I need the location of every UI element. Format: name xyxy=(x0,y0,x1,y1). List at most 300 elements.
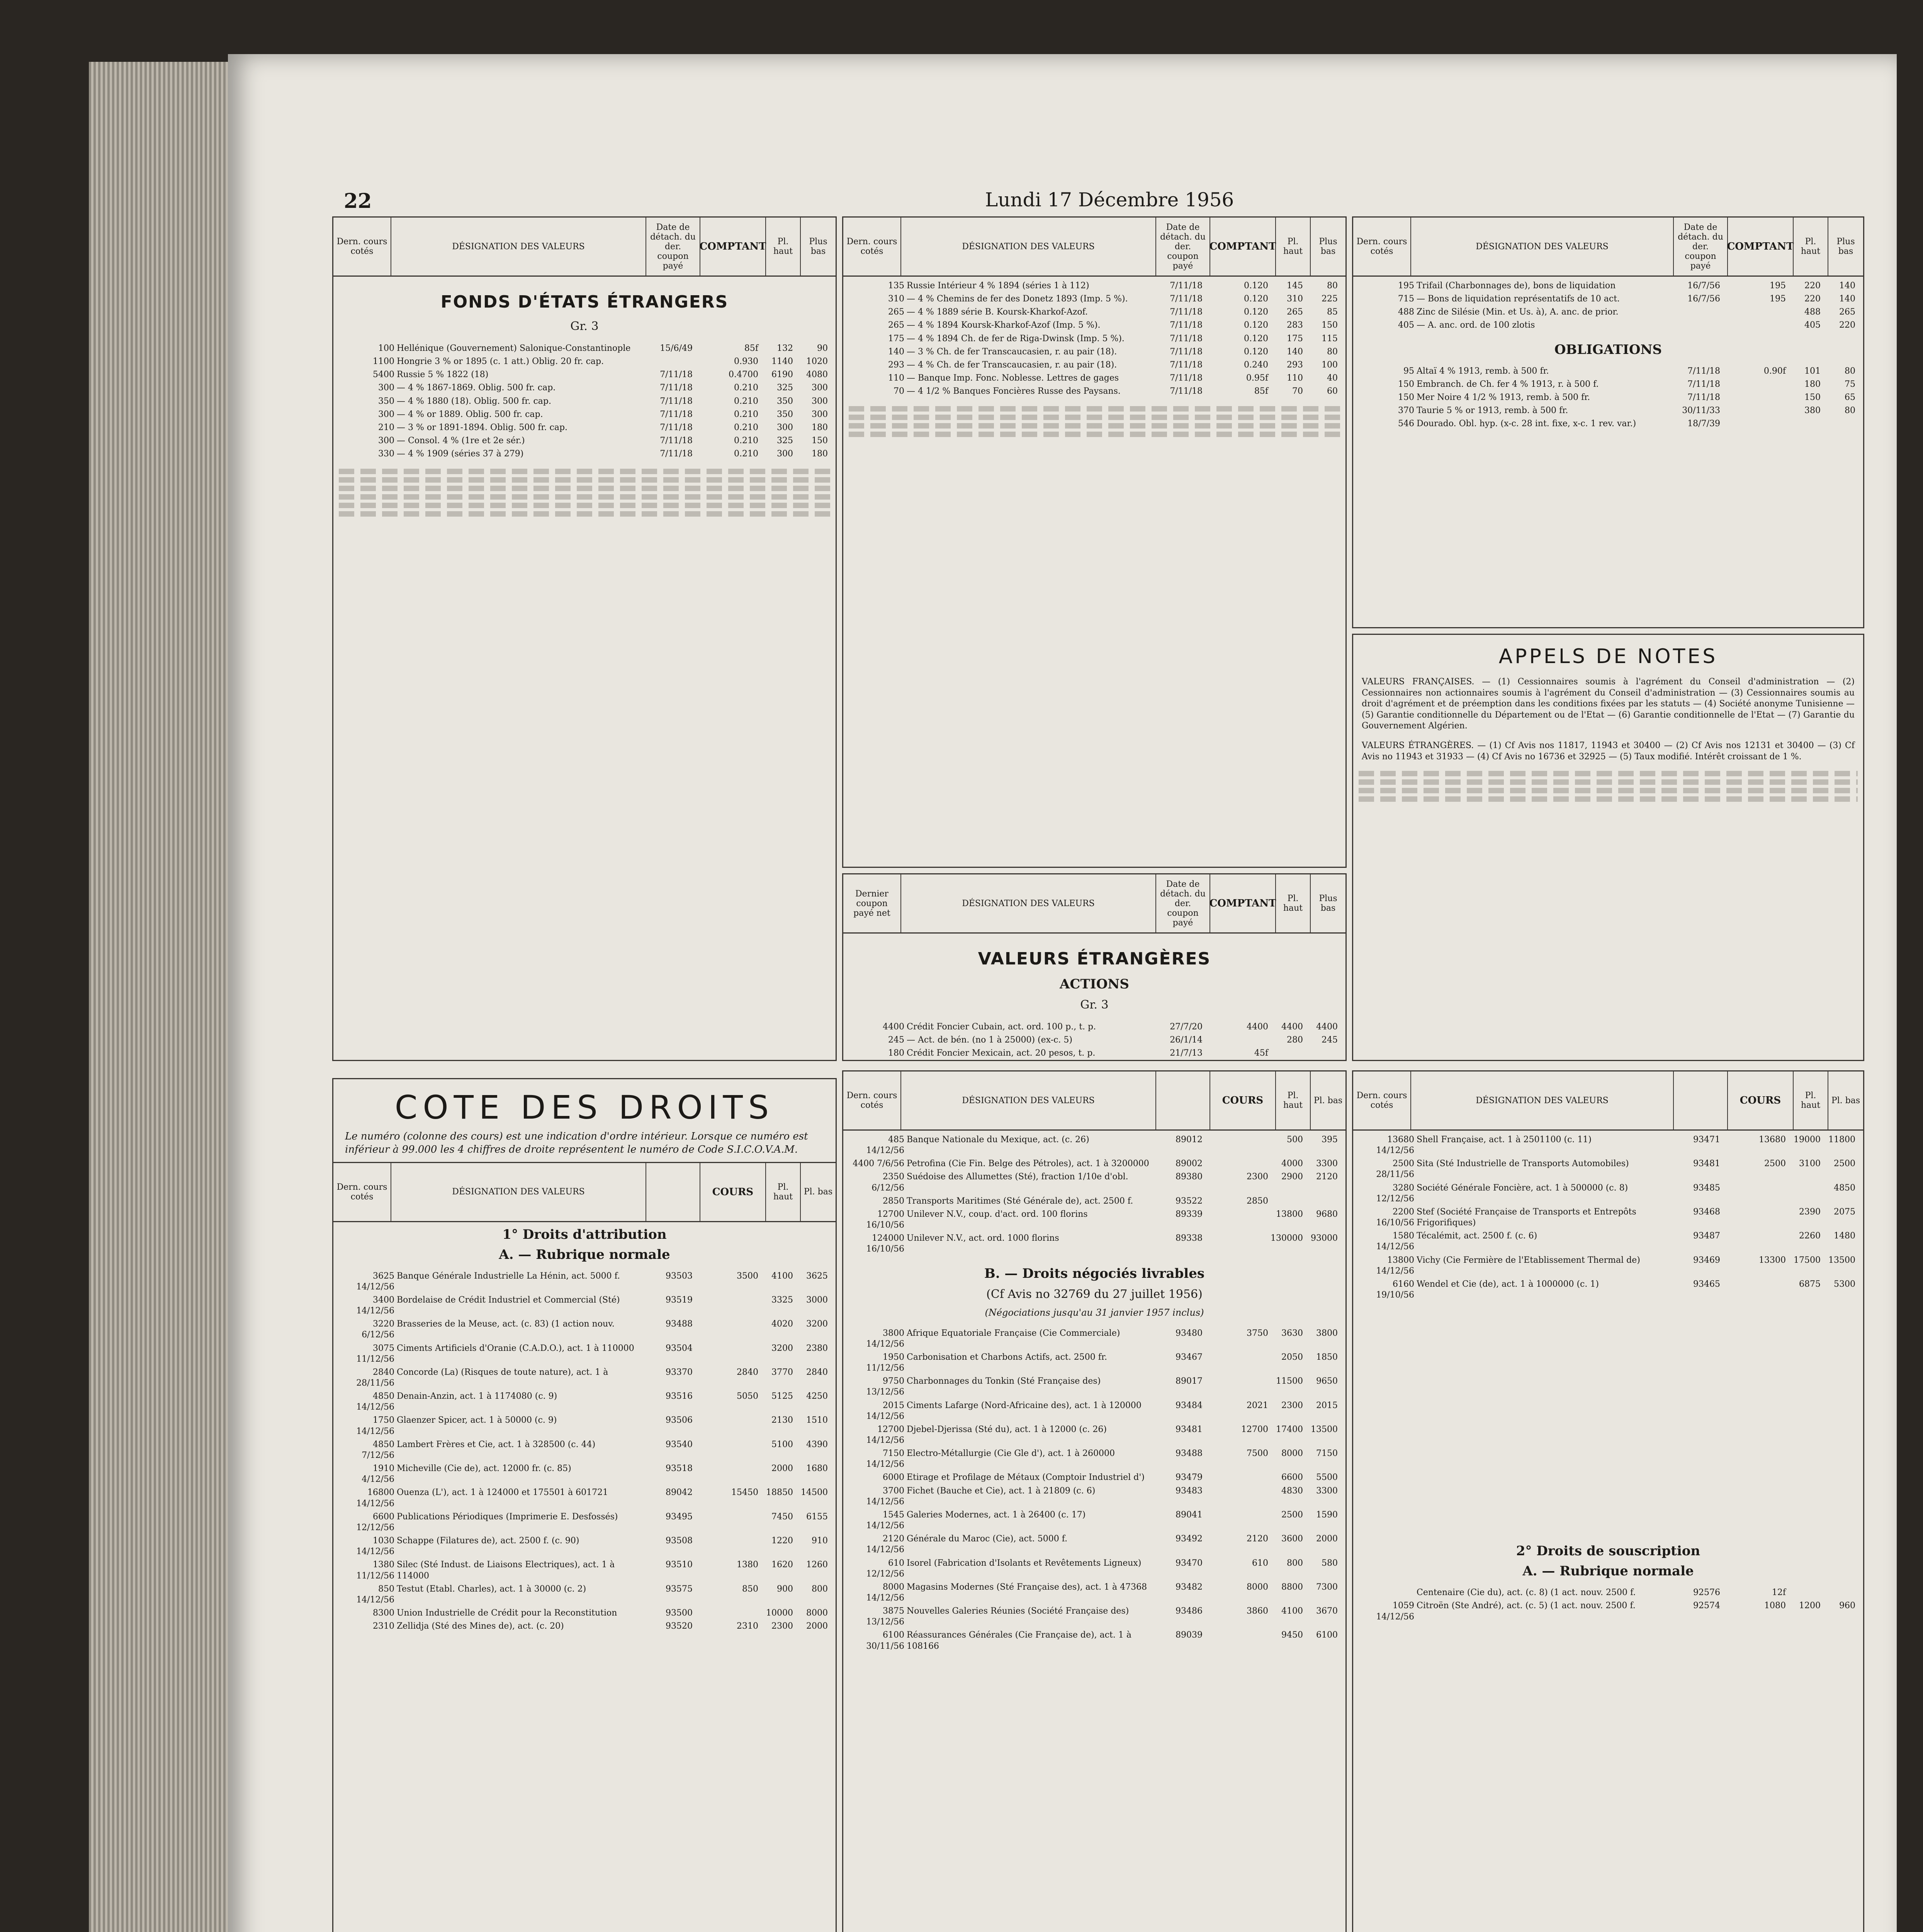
cell-haut: 900 xyxy=(777,1584,793,1594)
cell-bas: 7150 xyxy=(1316,1449,1338,1459)
group-label: Gr. 3 xyxy=(570,320,599,333)
table-row xyxy=(339,1439,830,1461)
cell-code: 93479 xyxy=(1176,1473,1203,1483)
cell-date: 7/11/18 xyxy=(660,396,693,406)
cell-code: 93519 xyxy=(666,1295,693,1305)
cell-bas: 2000 xyxy=(1316,1534,1338,1544)
droits-rows xyxy=(333,1267,836,1638)
obligations-list xyxy=(1353,362,1863,436)
cell-bas: 800 xyxy=(812,1584,828,1594)
cell-code: 89338 xyxy=(1176,1233,1203,1243)
obligations-rows xyxy=(1353,277,1863,337)
cell-haut: 10000 xyxy=(766,1608,793,1618)
cell-cours xyxy=(1723,1279,1788,1301)
cell-coupon: 180 xyxy=(888,1048,904,1058)
cell-code: 93516 xyxy=(666,1391,693,1401)
table-row xyxy=(849,1134,1340,1156)
cell-designation: Mer Noire 4 1/2 % 1913, remb. à 500 fr. xyxy=(1417,392,1590,402)
cell-cours xyxy=(695,1319,761,1340)
cell-code: 93480 xyxy=(1176,1328,1203,1338)
cell-code: 93506 xyxy=(666,1415,693,1425)
cell-date xyxy=(1668,320,1723,331)
cell-cote: 2120 14/12/56 xyxy=(866,1534,904,1555)
cell-code: 89039 xyxy=(1176,1630,1203,1640)
cell-comptant: 0.210 xyxy=(734,409,758,419)
cell-code: 89041 xyxy=(1176,1510,1203,1520)
cell-cote: 1100 xyxy=(373,357,394,367)
cell-coupon: 4400 xyxy=(883,1022,904,1032)
section-2-title: 2° Droits de souscription xyxy=(1516,1543,1700,1559)
cell-cote: 9750 13/12/56 xyxy=(866,1376,904,1397)
cell-comptant: 4400 xyxy=(1247,1022,1268,1032)
cell-cours xyxy=(1205,1510,1271,1531)
table-row xyxy=(1359,1255,1858,1277)
cell-bas: 1020 xyxy=(806,357,828,367)
cell-cours: 1380 xyxy=(737,1560,758,1570)
cell-haut: 6875 xyxy=(1799,1279,1821,1289)
cell-cote: 488 xyxy=(1398,307,1414,317)
cell-bas: 13500 xyxy=(1311,1424,1338,1434)
column-header: Dern. cours cotés DÉSIGNATION DES VALEURS COURS Pl. haut Pl. bas xyxy=(333,1162,836,1222)
cell-haut: 150 xyxy=(1804,392,1821,402)
cell-bas: 11800 xyxy=(1828,1135,1855,1145)
cell-haut: 18850 xyxy=(766,1488,793,1498)
cell-code: 93471 xyxy=(1693,1135,1720,1145)
cell-bas: 115 xyxy=(1322,333,1338,344)
cell-cote: 12700 16/10/56 xyxy=(866,1209,904,1230)
table-row xyxy=(339,1391,830,1413)
cell-bas: 1480 xyxy=(1834,1231,1855,1241)
cell-cours xyxy=(695,1608,761,1619)
table-row xyxy=(849,1328,1340,1350)
table-row xyxy=(849,1158,1340,1169)
cell-date: 21/7/13 xyxy=(1170,1048,1203,1058)
table-row xyxy=(339,1608,830,1619)
cell-cours xyxy=(695,1295,761,1316)
cell-date: 7/11/18 xyxy=(1687,379,1720,389)
cell-cote: 3875 13/12/56 xyxy=(866,1606,904,1627)
table-row xyxy=(849,1196,1340,1207)
cell-cours xyxy=(695,1512,761,1533)
cell-code: 93504 xyxy=(666,1343,693,1353)
cell-cours xyxy=(1205,1233,1271,1255)
cell-cote: 310 xyxy=(888,294,904,304)
section-1-title: 1° Droits d'attribution xyxy=(502,1226,667,1242)
cell-designation: — Bons de liquidation représentatifs de 10 act. xyxy=(1417,294,1620,304)
cell-designation: Galeries Modernes, act. 1 à 26400 (c. 17) xyxy=(907,1510,1086,1520)
table-row xyxy=(339,422,830,433)
cell-date: 7/11/18 xyxy=(1170,294,1203,304)
table-row xyxy=(1359,418,1858,429)
cell-cours: 850 xyxy=(742,1584,758,1594)
cell-designation: Trifail (Charbonnages de), bons de liquidation xyxy=(1417,281,1616,291)
cell-designation: Denain-Anzin, act. 1 à 1174080 (c. 9) xyxy=(397,1391,557,1401)
cell-cote: 3075 11/12/56 xyxy=(356,1343,394,1364)
cell-date: 27/7/20 xyxy=(1170,1022,1203,1032)
table-row xyxy=(339,1536,830,1557)
cell-cote: 140 xyxy=(888,347,904,357)
notes-valeurs-etrangeres: VALEURS ÉTRANGÈRES. — (1) Cf Avis nos 11817, 11943 et 30400 — (2) Cf Avis nos 12131 et 30400 — (3) Cf Avis no 11943 et 31933 — (4) Cf Avis no 16736 et 32925 — (5) Taux modifié. Intérêt croissant de 1 %. xyxy=(1362,740,1855,762)
cell-cours: 2300 xyxy=(1247,1172,1268,1182)
cell-haut: 3325 xyxy=(771,1295,793,1305)
cell-haut: 3770 xyxy=(771,1367,793,1377)
cell-designation: — 4 % 1867-1869. Oblig. 500 fr. cap. xyxy=(397,383,556,393)
cell-designation: Ciments Lafarge (Nord-Africaine des), act. 1 à 120000 xyxy=(907,1400,1142,1410)
column-header: Dern. cours cotés DÉSIGNATION DES VALEURS COURS Pl. haut Pl. bas xyxy=(1353,1071,1863,1131)
table-row xyxy=(339,1271,830,1293)
cell-designation: — 4 % 1909 (séries 37 à 279) xyxy=(397,449,524,459)
cell-date: 7/11/18 xyxy=(1170,307,1203,317)
cell-designation: Electro-Métallurgie (Cie Gle d'), act. 1 à 260000 xyxy=(907,1449,1115,1459)
cell-comptant: 45f xyxy=(1254,1048,1268,1058)
fonds-etats-column xyxy=(332,216,837,1061)
cell-code: 93481 xyxy=(1693,1159,1720,1169)
cell-haut: 4400 xyxy=(1281,1022,1303,1032)
table-row xyxy=(849,360,1340,371)
cell-code: 93500 xyxy=(666,1608,693,1618)
cell-haut: 110 xyxy=(1287,373,1303,383)
table-row xyxy=(849,1424,1340,1446)
cell-cours: 2500 xyxy=(1764,1159,1786,1169)
cell-bas: 93000 xyxy=(1311,1233,1338,1243)
cell-code: 93470 xyxy=(1176,1558,1203,1568)
cell-code: 93518 xyxy=(666,1464,693,1474)
cell-haut: 280 xyxy=(1287,1035,1303,1045)
cell-code: 93465 xyxy=(1693,1279,1720,1289)
cell-haut: 17400 xyxy=(1276,1424,1303,1434)
table-row xyxy=(1359,1279,1858,1301)
cell-haut: 5100 xyxy=(771,1439,793,1449)
cell-designation: — 3 % or 1891-1894. Oblig. 500 fr. cap. xyxy=(397,422,568,432)
cell-bas: 2000 xyxy=(806,1621,828,1631)
table-row xyxy=(849,347,1340,357)
cell-cote: 6100 30/11/56 xyxy=(866,1630,904,1651)
cell-bas: 80 xyxy=(1327,281,1338,291)
cell-code: 93487 xyxy=(1693,1231,1720,1241)
cell-code: 93467 xyxy=(1176,1352,1203,1362)
cell-cote: 110 xyxy=(888,373,904,383)
cell-designation: Dourado. Obl. hyp. (x-c. 28 int. fixe, x-c. 1 rev. var.) xyxy=(1417,419,1636,429)
appels-title: APPELS DE NOTES xyxy=(1498,645,1718,668)
cell-cours: 2850 xyxy=(1247,1196,1268,1206)
table-row xyxy=(849,1376,1340,1398)
table-row xyxy=(849,1400,1340,1422)
cell-designation: Union Industrielle de Crédit pour la Reconstitution xyxy=(397,1608,617,1618)
cell-cote: 8300 xyxy=(373,1608,394,1618)
table-row xyxy=(339,343,830,354)
cell-bas: 960 xyxy=(1839,1601,1855,1611)
table-row xyxy=(339,1295,830,1316)
cell-cote: 4400 7/6/56 xyxy=(853,1159,904,1169)
cell-haut: 7450 xyxy=(771,1512,793,1522)
table-row xyxy=(1359,1600,1858,1622)
cell-haut: 6190 xyxy=(771,370,793,380)
cell-haut: 325 xyxy=(777,436,793,446)
cell-bas: 4080 xyxy=(806,370,828,380)
page-number: 22 xyxy=(344,189,372,213)
cell-haut: 1620 xyxy=(771,1560,793,1570)
section-title: FONDS D'ÉTATS ÉTRANGERS xyxy=(440,292,729,312)
appels-de-notes xyxy=(1352,634,1864,1061)
cell-designation: Hellénique (Gouvernement) Salonique-Constantinople xyxy=(397,344,631,353)
cell-date: 30/11/33 xyxy=(1682,406,1720,416)
cell-designation: Etirage et Profilage de Métaux (Comptoir Industriel d') xyxy=(907,1473,1145,1483)
cell-cote: 13800 14/12/56 xyxy=(1376,1255,1414,1276)
table-row xyxy=(849,1472,1340,1483)
table-row xyxy=(849,1035,1340,1046)
cell-designation: Centenaire (Cie du), act. (c. 8) (1 act. nouv. 2500 f. xyxy=(1417,1588,1636,1598)
cell-cours xyxy=(1205,1630,1271,1651)
cell-comptant xyxy=(1723,392,1788,403)
rubrique-title: A. — Rubrique normale xyxy=(1522,1563,1694,1579)
table-row xyxy=(339,1343,830,1365)
cell-comptant: 0.120 xyxy=(1244,320,1268,330)
cell-cote xyxy=(1359,1587,1417,1598)
cell-code: 93510 xyxy=(666,1560,693,1570)
cell-bas: 80 xyxy=(1327,347,1338,357)
cell-comptant: 0.240 xyxy=(1244,360,1268,370)
cell-cote: 124000 16/10/56 xyxy=(866,1233,904,1254)
group-label: Gr. 3 xyxy=(1080,998,1109,1012)
cell-cote: 300 xyxy=(378,409,394,419)
cell-cote: 150 xyxy=(1398,379,1414,389)
cell-code: 93486 xyxy=(1176,1606,1203,1616)
cell-haut: 8800 xyxy=(1281,1582,1303,1592)
table-row xyxy=(339,396,830,407)
cell-bas: 140 xyxy=(1839,294,1855,304)
cell-bas: 9680 xyxy=(1316,1209,1338,1219)
cell-designation: Glaenzer Spicer, act. 1 à 50000 (c. 9) xyxy=(397,1415,557,1425)
cell-date: 7/11/18 xyxy=(1170,373,1203,383)
column-header: Dernier coupon payé net DÉSIGNATION DES VALEURS Date de détach. du der. coupon payé COMPTANT Pl. haut Plus bas xyxy=(843,874,1345,934)
cell-haut: 17500 xyxy=(1794,1255,1821,1265)
cell-haut: 101 xyxy=(1804,366,1821,376)
cell-cote: 1545 14/12/56 xyxy=(866,1510,904,1531)
cell-bas: 90 xyxy=(817,344,828,353)
cell-cote: 485 14/12/56 xyxy=(866,1135,904,1156)
newspaper-page xyxy=(228,54,1897,1932)
droits-rows-a xyxy=(843,1131,1345,1261)
cell-code: 93575 xyxy=(666,1584,693,1594)
droits-rows-d xyxy=(1353,1583,1863,1628)
table-row xyxy=(849,281,1340,291)
cell-bas: 7300 xyxy=(1316,1582,1338,1592)
cell-bas: 3200 xyxy=(806,1319,828,1329)
cell-cote: 3400 14/12/56 xyxy=(356,1295,394,1316)
table-row xyxy=(1359,392,1858,403)
cell-comptant: 0.210 xyxy=(734,396,758,406)
notes-valeurs-francaises: VALEURS FRANÇAISES. — (1) Cessionnaires soumis à l'agrément du Conseil d'administration — (2) Cessionnaires non actionnaires soumis à l'agrément du Conseil d'administration — (3) Cessionnaires soumis au droit d'agrément et de préemption dans les conditions fixées par les statuts — (4) Société anonyme Tunisienne — (5) Garantie conditionnelle du Département ou de l'Etat — (6) Garantie conditionnelle de l'Etat — (7) Garantie du Gouvernement Algérien. xyxy=(1362,677,1855,731)
table-row xyxy=(339,1487,830,1509)
cote-des-droits-intro: Le numéro (colonne des cours) est une indication d'ordre intérieur. Lorsque ce numéro est inférieur à 99.000 les 4 chiffres de droite représentent le numéro de Code S.I.C.O.V.A.M. xyxy=(345,1131,808,1155)
cell-bas: 300 xyxy=(812,383,828,393)
cell-designation: Zellidja (Sté des Mines de), act. (c. 20) xyxy=(397,1621,564,1631)
cell-haut: 19000 xyxy=(1794,1135,1821,1145)
cell-cours: 1080 xyxy=(1764,1601,1786,1611)
cell-cote: 7150 14/12/56 xyxy=(866,1449,904,1469)
cell-haut: 3630 xyxy=(1281,1328,1303,1338)
cell-designation: — 4 % Ch. de fer Transcaucasien, r. au pair (18). xyxy=(907,360,1117,370)
cell-cote: 3700 14/12/56 xyxy=(866,1486,904,1507)
cell-haut xyxy=(1271,1196,1305,1207)
cell-comptant: 195 xyxy=(1770,281,1786,291)
cell-comptant xyxy=(1723,379,1788,390)
table-row xyxy=(849,333,1340,344)
cell-bas: 580 xyxy=(1322,1558,1338,1568)
cell-designation: Banque Nationale du Mexique, act. (c. 26) xyxy=(907,1135,1089,1145)
cell-designation: Banque Générale Industrielle La Hénin, act. 5000 f. xyxy=(397,1271,620,1281)
cell-cote: 2310 xyxy=(373,1621,394,1631)
cell-comptant xyxy=(1723,418,1788,429)
cell-cote: 610 12/12/56 xyxy=(866,1558,904,1579)
cell-bas: 3000 xyxy=(806,1295,828,1305)
cell-haut: 70 xyxy=(1292,386,1303,396)
table-row xyxy=(1359,294,1858,304)
table-row xyxy=(1359,307,1858,318)
cote-des-droits-column xyxy=(332,1078,837,1932)
table-row xyxy=(339,383,830,393)
cell-code: 93492 xyxy=(1176,1534,1203,1544)
cell-haut xyxy=(1788,1587,1823,1598)
cell-cours: 15450 xyxy=(731,1488,758,1498)
cell-bas xyxy=(1305,1196,1340,1207)
column-header: Dern. cours cotés DÉSIGNATION DES VALEURS Date de détach. du der. coupon payé COMPTANT Pl. haut Plus bas xyxy=(333,218,836,277)
cell-bas: 2120 xyxy=(1316,1172,1338,1182)
cell-code: 93485 xyxy=(1693,1183,1720,1193)
cell-cours: 13680 xyxy=(1759,1135,1786,1145)
cell-designation: Russie 5 % 1822 (18) xyxy=(397,370,489,380)
cell-bas: 1590 xyxy=(1316,1510,1338,1520)
cell-haut: 2900 xyxy=(1281,1172,1303,1182)
cell-cours: 12700 xyxy=(1241,1424,1268,1434)
table-row xyxy=(339,1584,830,1605)
table-row xyxy=(1359,366,1858,377)
cell-designation: Réassurances Générales (Cie Française de), act. 1 à 108166 xyxy=(907,1630,1131,1651)
cell-cote: 6160 19/10/56 xyxy=(1376,1279,1414,1300)
cell-designation: Unilever N.V., act. ord. 1000 florins xyxy=(907,1233,1059,1243)
cell-date: 15/6/49 xyxy=(660,344,693,353)
cell-bas: 4250 xyxy=(806,1391,828,1401)
cell-bas: 140 xyxy=(1839,281,1855,291)
cell-cours: 3750 xyxy=(1247,1328,1268,1338)
cell-code: 93522 xyxy=(1176,1196,1203,1206)
cell-cours xyxy=(1205,1134,1271,1156)
cell-bas: 6100 xyxy=(1316,1630,1338,1640)
cell-comptant: 0.4700 xyxy=(729,370,758,380)
cell-code: 93488 xyxy=(666,1319,693,1329)
cell-bas: 180 xyxy=(812,449,828,459)
cell-cote: 2015 14/12/56 xyxy=(866,1400,904,1421)
table-row xyxy=(849,1022,1340,1032)
cell-cote: 135 xyxy=(888,281,904,291)
cell-code: 89339 xyxy=(1176,1209,1203,1219)
cell-cours: 2120 xyxy=(1247,1534,1268,1544)
russie-column xyxy=(842,216,1347,868)
cell-date: 7/11/18 xyxy=(660,383,693,393)
cell-code: 93370 xyxy=(666,1367,693,1377)
cell-bas: 4390 xyxy=(806,1439,828,1449)
cell-code: 89042 xyxy=(666,1488,693,1498)
table-row xyxy=(849,1510,1340,1531)
cell-comptant: 0.120 xyxy=(1244,333,1268,344)
cell-haut: 220 xyxy=(1804,294,1821,304)
cell-haut: 4100 xyxy=(771,1271,793,1281)
cell-code: 92576 xyxy=(1693,1588,1720,1598)
cell-designation: Nouvelles Galeries Réunies (Société Française des) xyxy=(907,1606,1129,1616)
cell-haut: 2300 xyxy=(1281,1400,1303,1410)
cell-date: 7/11/18 xyxy=(660,436,693,446)
cell-date xyxy=(641,356,695,367)
cell-comptant: 0.210 xyxy=(734,436,758,446)
cell-cours: 13300 xyxy=(1759,1255,1786,1265)
cell-designation: Unilever N.V., coup. d'act. ord. 100 florins xyxy=(907,1209,1088,1219)
cell-bas: 1850 xyxy=(1316,1352,1338,1362)
cell-bas: 14500 xyxy=(801,1488,828,1498)
cell-cote: 16800 14/12/56 xyxy=(356,1488,394,1509)
cell-cours xyxy=(1205,1376,1271,1398)
cell-cours xyxy=(1205,1158,1271,1169)
cell-designation: — Banque Imp. Fonc. Noblesse. Lettres de gages xyxy=(907,373,1119,383)
cell-haut: 220 xyxy=(1804,281,1821,291)
cell-bas: 220 xyxy=(1839,320,1855,330)
cell-haut: 8000 xyxy=(1281,1449,1303,1459)
cell-haut: 180 xyxy=(1804,379,1821,389)
cell-cote: 210 xyxy=(378,422,394,432)
cell-designation: Taurie 5 % or 1913, remb. à 500 fr. xyxy=(1417,406,1568,416)
cell-designation: Schappe (Filatures de), act. 2500 f. (c. 90) xyxy=(397,1536,579,1546)
table-row xyxy=(1359,320,1858,331)
obligations-column xyxy=(1352,216,1864,628)
cell-designation: Crédit Foncier Cubain, act. ord. 100 p., t. p. xyxy=(907,1022,1096,1032)
cell-date: 16/7/56 xyxy=(1687,281,1720,291)
cell-bas xyxy=(1823,1587,1858,1598)
cell-cote: 265 xyxy=(888,320,904,330)
table-row xyxy=(849,294,1340,304)
cell-bas: 2500 xyxy=(1834,1159,1855,1169)
table-row xyxy=(1359,379,1858,390)
table-row xyxy=(1359,1587,1858,1598)
cell-designation: Sita (Sté Industrielle de Transports Automobiles) xyxy=(1417,1159,1629,1169)
cell-haut: 300 xyxy=(777,449,793,459)
cell-bas: 100 xyxy=(1322,360,1338,370)
cell-designation: Stef (Société Française de Transports et Entrepôts Frigorifiques) xyxy=(1417,1207,1636,1228)
cell-date: 7/11/18 xyxy=(660,370,693,380)
table-row xyxy=(339,1621,830,1632)
page-date: Lundi 17 Décembre 1956 xyxy=(985,189,1234,211)
cell-haut: 13800 xyxy=(1276,1209,1303,1219)
cell-date: 7/11/18 xyxy=(1170,333,1203,344)
cell-cote: 300 xyxy=(378,436,394,446)
cell-cote: 546 xyxy=(1398,419,1414,429)
cell-comptant: 0.210 xyxy=(734,422,758,432)
table-row xyxy=(339,369,830,380)
cell-date: 7/11/18 xyxy=(660,422,693,432)
cell-cours: 2021 xyxy=(1247,1400,1268,1410)
cell-haut xyxy=(1271,1048,1305,1059)
table-row xyxy=(849,1630,1340,1651)
cell-haut: 145 xyxy=(1287,281,1303,291)
cell-bas: 1260 xyxy=(806,1560,828,1570)
cell-code: 89002 xyxy=(1176,1159,1203,1169)
cell-designation: Testut (Etabl. Charles), act. 1 à 30000 (c. 2) xyxy=(397,1584,586,1594)
cell-bas: 6155 xyxy=(806,1512,828,1522)
cell-cote: 3220 6/12/56 xyxy=(362,1319,394,1340)
table-row xyxy=(339,1463,830,1485)
cell-designation: Micheville (Cie de), act. 12000 fr. (c. 85) xyxy=(397,1464,571,1474)
cell-comptant: 0.90f xyxy=(1763,366,1786,376)
cell-haut: 4020 xyxy=(771,1319,793,1329)
russie-rows xyxy=(843,277,1345,403)
